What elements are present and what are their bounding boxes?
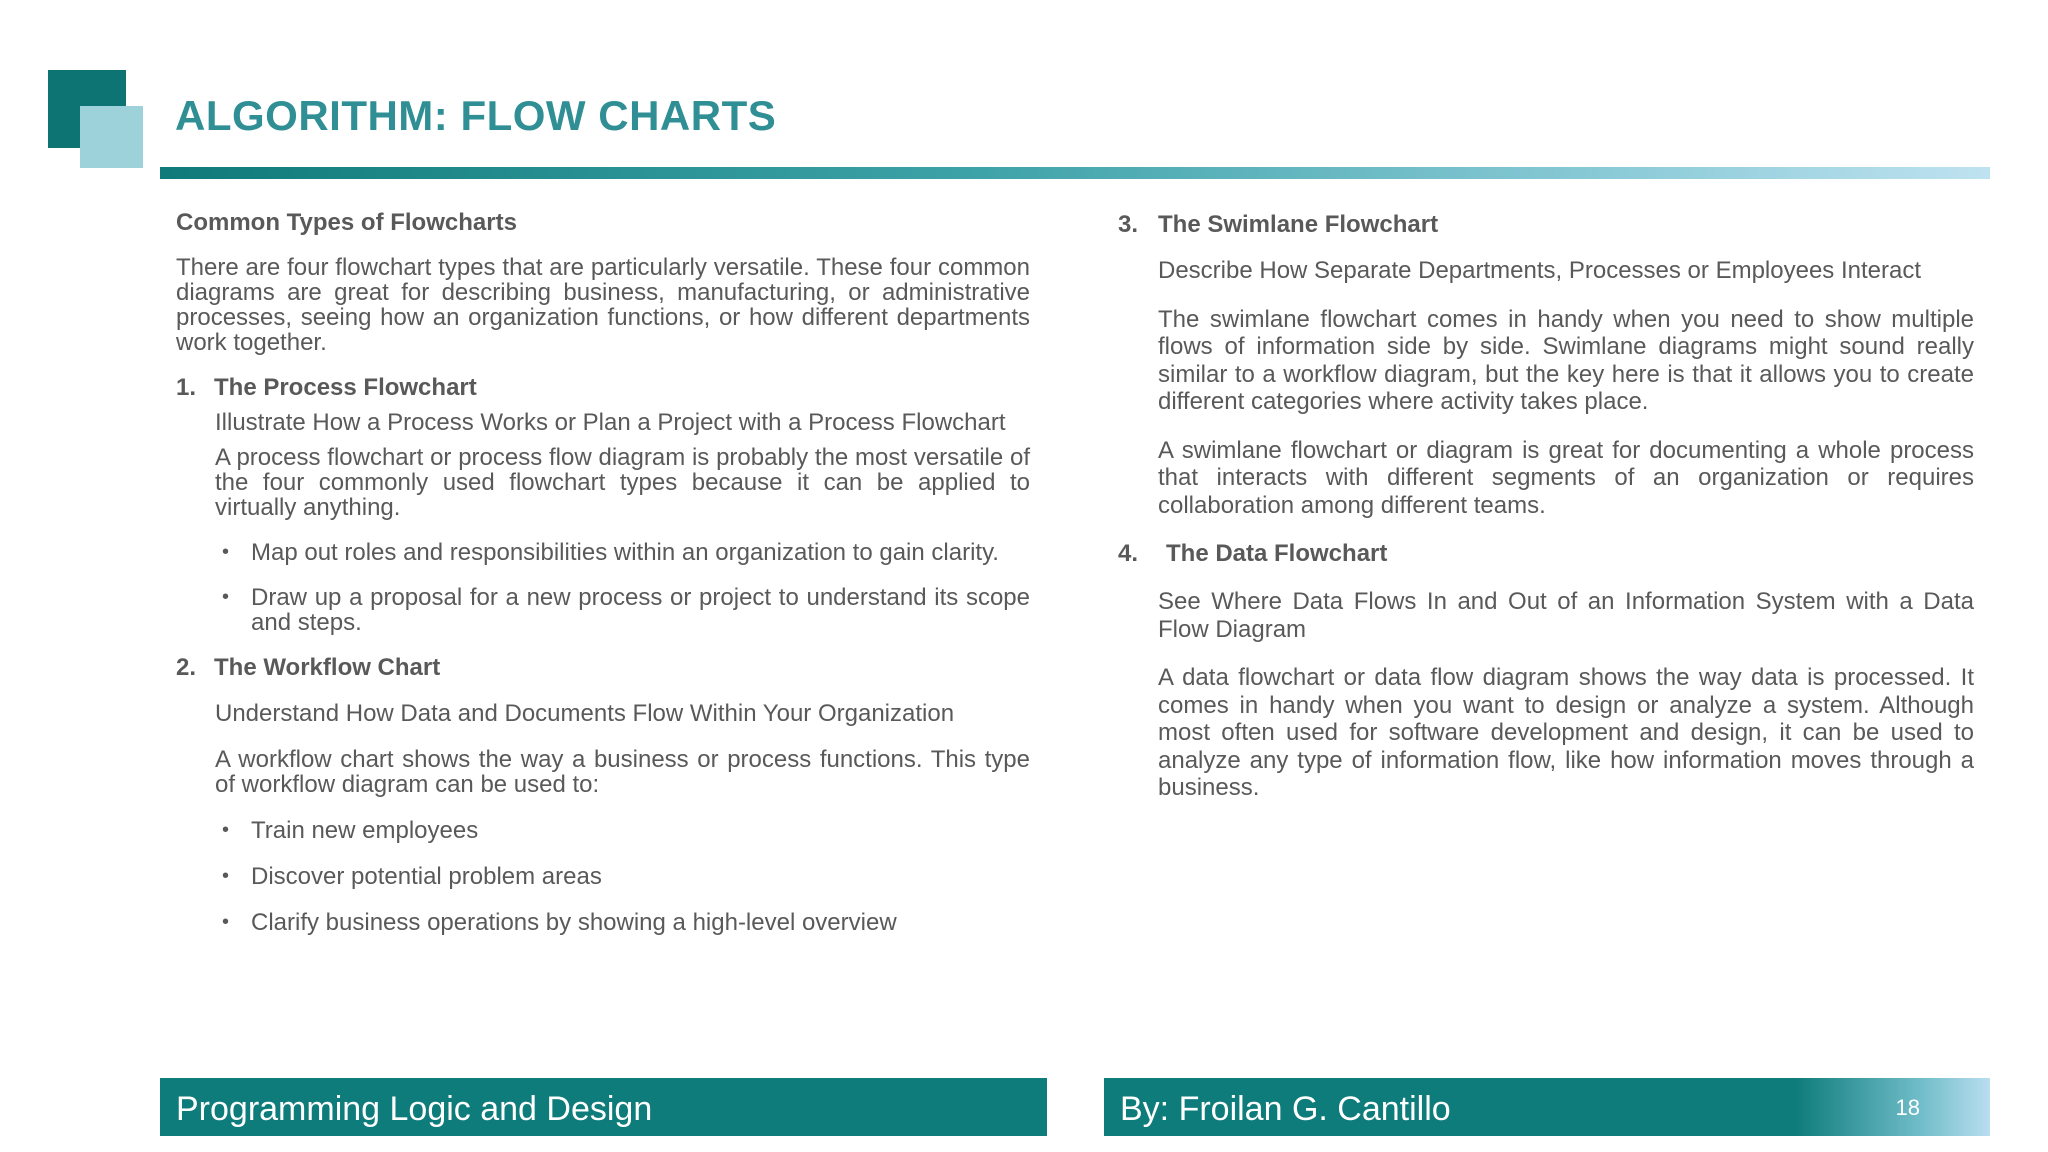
page-number: 18 <box>1895 1095 1920 1120</box>
section-1-heading <box>176 375 1030 400</box>
bullet-text: Train new employees <box>251 817 479 844</box>
section-1-body: A process flowchart or process flow diagram is probably the most versatile of the four commonly used flowchart types because it can be applied to virtually anything. <box>215 444 1030 521</box>
page-title: ALGORITHM: FLOW CHARTS <box>175 92 777 139</box>
bullet-icon: • <box>222 911 230 933</box>
section-1-bullet-1 <box>222 540 1030 565</box>
section-1-bullet-2 <box>222 585 1030 635</box>
section-3-title: The Swimlane Flowchart <box>1158 211 1439 238</box>
section-4-heading <box>1118 541 1974 566</box>
section-3-subtitle: Describe How Separate Departments, Processes or Employees Interact <box>1158 257 1921 284</box>
footer-course-title: Programming Logic and Design <box>176 1090 653 1128</box>
left-column <box>176 210 1030 935</box>
section-2-body: A workflow chart shows the way a business or process functions. This type of workflow diagram can be used to: <box>215 746 1030 798</box>
bullet-icon: • <box>222 541 230 563</box>
bullet-text: Draw up a proposal for a new process or project to understand its scope and steps. <box>251 584 1030 636</box>
intro-heading: Common Types of Flowcharts <box>176 209 517 236</box>
bullet-icon: • <box>222 586 230 608</box>
bullet-icon: • <box>222 865 230 887</box>
footer-course-bar <box>160 1078 1047 1136</box>
section-2-bullet-2 <box>222 864 1030 889</box>
bullet-text: Map out roles and responsibilities within an organization to gain clarity. <box>251 539 999 566</box>
bullet-text: Discover potential problem areas <box>251 863 602 890</box>
section-2-subtitle: Understand How Data and Documents Flow Within Your Organization <box>215 700 955 727</box>
section-2-bullet-1 <box>222 818 1030 843</box>
section-4-title: The Data Flowchart <box>1166 540 1388 567</box>
bullet-icon: • <box>222 819 230 841</box>
bullet-text: Clarify business operations by showing a high-level overview <box>251 909 897 936</box>
intro-paragraph: There are four flowchart types that are particularly versatile. These four common diagrams are great for describing business, manufacturing, or administrative processes, seeing how an organization functions, or how different departments work together. <box>176 254 1030 356</box>
section-4-body: A data flowchart or data flow diagram shows the way data is processed. It comes in handy when you want to design or analyze a system. Although most often used for software development and design, it can be used to analyze any type of information flow, like how information moves through a business. <box>1158 664 1974 801</box>
section-2-bullet-3 <box>222 910 1030 935</box>
section-1-subtitle: Illustrate How a Process Works or Plan a Project with a Process Flowchart <box>215 409 1006 436</box>
section-2-heading <box>176 655 1030 680</box>
section-3-body-2: A swimlane flowchart or diagram is great for documenting a whole process that interacts with different segments of an organization or requires collaboration among different teams. <box>1158 436 1974 519</box>
section-4-number: 4. <box>1118 540 1139 567</box>
section-1-number: 1. <box>176 374 197 401</box>
title-underline <box>160 167 1990 179</box>
footer-author: By: Froilan G. Cantillo <box>1120 1090 1451 1128</box>
section-2-number: 2. <box>176 654 197 681</box>
section-3-heading <box>1118 212 1974 237</box>
section-4-subtitle: See Where Data Flows In and Out of an Information System with a Data Flow Diagram <box>1158 588 1974 643</box>
right-column <box>1118 212 1974 802</box>
section-1-title: The Process Flowchart <box>214 374 477 401</box>
section-3-number: 3. <box>1118 211 1139 238</box>
footer-author-bar <box>1104 1078 1990 1136</box>
section-2-title: The Workflow Chart <box>214 654 441 681</box>
logo-light-square <box>80 106 143 168</box>
section-3-body-1: The swimlane flowchart comes in handy when you need to show multiple flows of information side by side. Swimlane diagrams might sound really similar to a workflow diagram, but the key here is that it allows you to create different categories where activity takes place. <box>1158 305 1974 415</box>
